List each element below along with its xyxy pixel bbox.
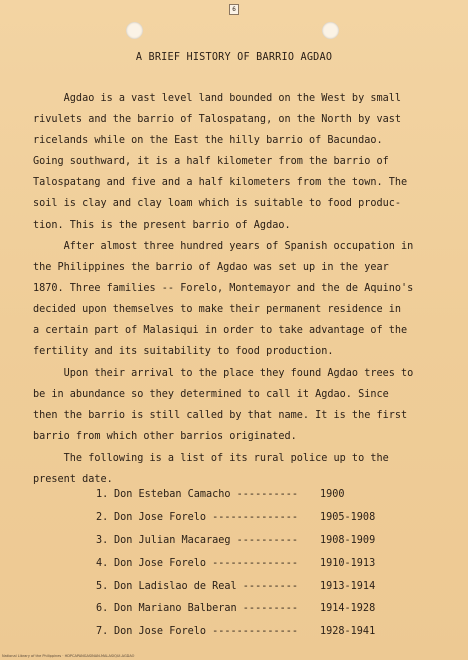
officer-name: Don Mariano Balberan --------- <box>114 603 299 615</box>
term-years: 1914-1928 <box>320 603 376 615</box>
list-item <box>96 512 396 535</box>
text-line: After almost three hundred years of Spanish occupation in <box>33 241 414 252</box>
list-item <box>96 581 396 604</box>
list-item <box>96 535 396 558</box>
text-line: tion. This is the present barrio of Agdao. <box>33 219 291 231</box>
list-item <box>96 489 396 512</box>
page-number: 6 <box>229 4 239 15</box>
text-line: then the barrio is still called by that name. It is the first <box>33 410 408 422</box>
document-title: A BRIEF HISTORY OF BARRIO AGDAO <box>135 52 333 63</box>
item-number: 5. <box>96 580 109 592</box>
list-item <box>96 558 396 581</box>
rural-police-list <box>96 489 396 649</box>
item-number: 6. <box>96 603 109 615</box>
officer-name: Don Esteban Camacho ---------- <box>114 489 299 500</box>
list-item <box>96 626 396 649</box>
text-line: Agdao is a vast level land bounded on the West by small <box>33 93 402 104</box>
item-number: 1. <box>96 489 109 500</box>
text-line: soil is clay and clay loam which is suitable to food produc- <box>33 198 402 210</box>
list-item <box>96 603 396 626</box>
text-line: rivulets and the barrio of Talospatang, on the North by vast <box>33 114 402 126</box>
text-line: Going southward, it is a half kilometer from the barrio of <box>33 156 389 168</box>
term-years: 1913-1914 <box>320 580 376 592</box>
text-line: be in abundance so they determined to call it Agdao. Since <box>33 389 389 401</box>
term-years: 1905-1908 <box>320 511 376 523</box>
text-line: present date. <box>33 474 113 486</box>
term-years: 1928-1941 <box>320 626 376 638</box>
text-line: barrio from which other barrios originated. <box>33 431 297 443</box>
term-years: 1900 <box>320 489 345 500</box>
text-line: ricelands while on the East the hilly barrio of Bacundao. <box>33 135 383 147</box>
text-line: Talospatang and five and a half kilometers from the town. The <box>33 177 408 189</box>
term-years: 1910-1913 <box>320 557 376 569</box>
text-line: Upon their arrival to the place they found Agdao trees to <box>33 368 414 379</box>
text-line: decided upon themselves to make their permanent residence in <box>33 304 402 316</box>
text-line: the Philippines the barrio of Agdao was set up in the year <box>33 262 389 274</box>
text-line: The following is a list of its rural police up to the <box>33 453 389 464</box>
paragraph-naming <box>33 363 443 447</box>
officer-name: Don Ladislao de Real --------- <box>114 580 299 592</box>
punch-hole-left <box>126 22 143 39</box>
paragraph-founding <box>33 236 443 363</box>
term-years: 1908-1909 <box>320 534 376 546</box>
paragraph-list-intro <box>33 448 443 490</box>
archive-footer: National Library of the Philippines · HDPCAPANGASINAN-MALASIQUI-AGDAO <box>2 654 135 658</box>
item-number: 2. <box>96 511 109 523</box>
officer-name: Don Jose Forelo -------------- <box>114 511 299 523</box>
text-line: fertility and its suitability to food production. <box>33 346 334 358</box>
item-number: 7. <box>96 626 109 638</box>
officer-name: Don Jose Forelo -------------- <box>114 626 299 638</box>
text-line: a certain part of Malasiqui in order to take advantage of the <box>33 325 408 337</box>
item-number: 4. <box>96 557 109 569</box>
officer-name: Don Julian Macaraeg ---------- <box>114 534 299 546</box>
punch-hole-right <box>322 22 339 39</box>
item-number: 3. <box>96 534 109 546</box>
text-line: 1870. Three families -- Forelo, Montemayor and the de Aquino's <box>33 283 414 295</box>
paragraph-location <box>33 88 443 236</box>
officer-name: Don Jose Forelo -------------- <box>114 557 299 569</box>
